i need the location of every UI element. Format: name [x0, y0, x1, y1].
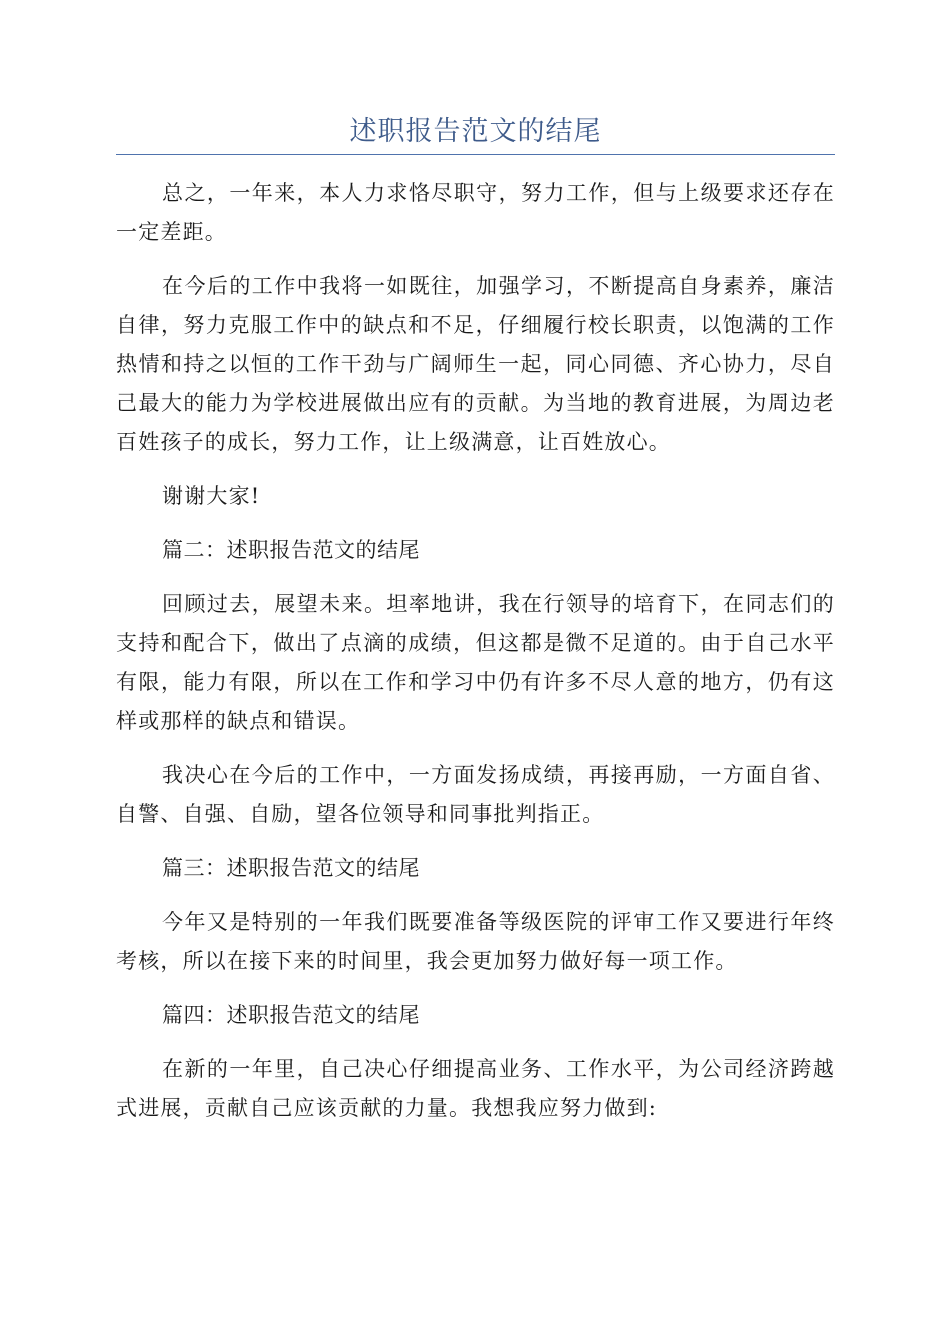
section-heading-3: 篇三：述职报告范文的结尾: [162, 856, 420, 880]
section-heading-2: 篇二：述职报告范文的结尾: [162, 538, 420, 562]
section-heading-4: 篇四：述职报告范文的结尾: [162, 1003, 420, 1027]
paragraph-review: 回顾过去，展望未来。坦率地讲，我在行领导的培育下，在同志们的支持和配合下，做出了点滴的成绩，但这都是微不足道的。由于自己水平有限，能力有限，所以在工作和学习中仍有许多不尽人意的地方，仍有这样或那样的缺点和错误。: [116, 592, 835, 733]
document-body: [116, 174, 835, 1143]
paragraph-summary: 总之，一年来，本人力求恪尽职守，努力工作，但与上级要求还存在一定差距。: [116, 181, 835, 244]
paragraph-this-year: 今年又是特别的一年我们既要准备等级医院的评审工作又要进行年终考核，所以在接下来的时间里，我会更加努力做好每一项工作。: [116, 910, 835, 973]
paragraph-thanks: 谢谢大家!: [162, 484, 261, 508]
title-underline: [116, 154, 835, 155]
paragraph-future-work: 在今后的工作中我将一如既往，加强学习，不断提高自身素养，廉洁自律，努力克服工作中的缺点和不足，仔细履行校长职责，以饱满的工作热情和持之以恒的工作干劲与广阔师生一起，同心同德、齐心协力，尽自己最大的能力为学校进展做出应有的贡献。为当地的教育进展，为周边老百姓孩子的成长，努力工作，让上级满意，让百姓放心。: [116, 274, 835, 454]
document-title: 述职报告范文的结尾: [349, 116, 602, 147]
paragraph-new-year: 在新的一年里，自己决心仔细提高业务、工作水平，为公司经济跨越式进展，贡献自己应该贡献的力量。我想我应努力做到:: [116, 1057, 835, 1120]
paragraph-resolve: 我决心在今后的工作中，一方面发扬成绩，再接再励，一方面自省、自警、自强、自励，望各位领导和同事批判指正。: [116, 763, 835, 826]
